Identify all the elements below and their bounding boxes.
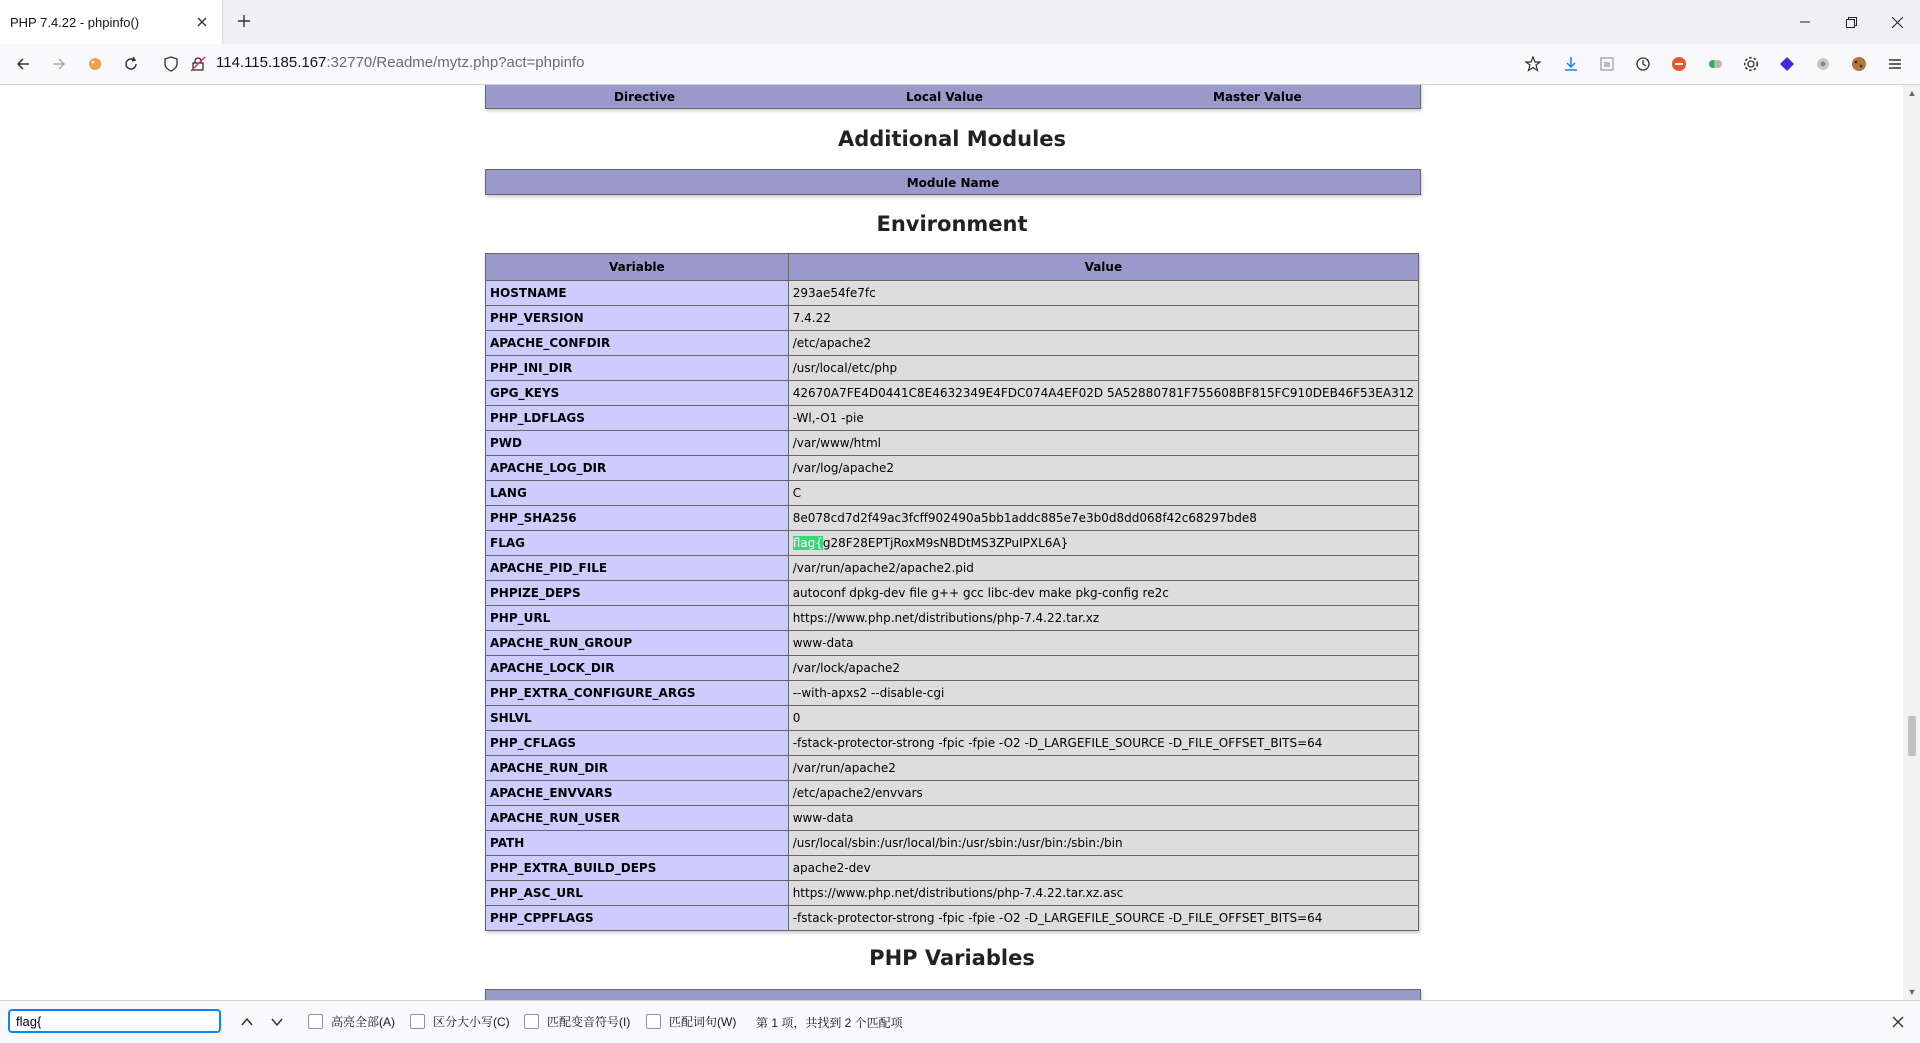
find-bar-close-icon[interactable] <box>1886 1010 1910 1034</box>
bookmark-star-icon[interactable] <box>1523 54 1543 74</box>
table-row <box>486 806 1419 831</box>
insecure-lock-icon[interactable] <box>186 52 210 76</box>
find-bar <box>0 1000 1920 1043</box>
table-row <box>486 906 1419 931</box>
env-var-value: 8e078cd7d2f49ac3fcff902490a5bb1addc885e7e3b0d8dd068f42c68297bde8 <box>788 506 1418 531</box>
flag-value-rest: g28F28EPTjRoxM9sNBDtMS3ZPuIPXL6A} <box>822 536 1069 550</box>
table-row <box>486 581 1419 606</box>
checkbox-box[interactable] <box>410 1014 425 1029</box>
table-row <box>486 631 1419 656</box>
env-var-name: PHP_ASC_URL <box>486 881 789 906</box>
env-var-value: 293ae54fe7fc <box>788 281 1418 306</box>
env-var-name: PHPIZE_DEPS <box>486 581 789 606</box>
env-var-name: APACHE_LOG_DIR <box>486 456 789 481</box>
directive-header-row <box>485 85 1421 109</box>
env-var-value: -fstack-protector-strong -fpic -fpie -O2 -D_LARGEFILE_SOURCE -D_FILE_OFFSET_BITS=64 <box>788 731 1418 756</box>
table-row <box>486 481 1419 506</box>
scroll-down-arrow-icon[interactable]: ▼ <box>1907 987 1917 997</box>
navigation-toolbar <box>0 44 1920 85</box>
env-var-value: /var/run/apache2 <box>788 756 1418 781</box>
table-row <box>486 356 1419 381</box>
url-bar[interactable] <box>216 54 584 71</box>
find-input[interactable] <box>8 1009 221 1033</box>
find-previous-chevron-up-icon[interactable] <box>236 1011 258 1033</box>
env-var-value: apache2-dev <box>788 856 1418 881</box>
env-var-value: autoconf dpkg-dev file g++ gcc libc-dev make pkg-config re2c <box>788 581 1418 606</box>
env-var-name: PHP_CFLAGS <box>486 731 789 756</box>
menu-icon[interactable] <box>1885 54 1905 74</box>
env-var-name: PATH <box>486 831 789 856</box>
env-var-value: C <box>788 481 1418 506</box>
window-close-icon[interactable] <box>1874 0 1920 44</box>
env-var-value: /var/www/html <box>788 431 1418 456</box>
header-value: Value <box>788 254 1418 281</box>
checkbox-box[interactable] <box>524 1014 539 1029</box>
module-name-header-row <box>485 169 1421 195</box>
table-row <box>486 331 1419 356</box>
environment-table <box>485 253 1419 931</box>
table-row <box>486 406 1419 431</box>
highlight-all-label: 高亮全部(A) <box>331 1015 395 1029</box>
env-var-value: /usr/local/sbin:/usr/local/bin:/usr/sbin:/usr/bin:/sbin:/bin <box>788 831 1418 856</box>
whole-words-checkbox[interactable] <box>646 1013 736 1030</box>
find-match-highlight: flag{ <box>792 536 823 550</box>
env-var-name: PHP_CPPFLAGS <box>486 906 789 931</box>
env-var-name: LANG <box>486 481 789 506</box>
env-var-name: PHP_URL <box>486 606 789 631</box>
minimize-icon[interactable] <box>1782 0 1828 44</box>
env-var-value: -fstack-protector-strong -fpic -fpie -O2 -D_LARGEFILE_SOURCE -D_FILE_OFFSET_BITS=64 <box>788 906 1418 931</box>
reader-view-icon[interactable] <box>1597 54 1617 74</box>
env-var-name: APACHE_LOCK_DIR <box>486 656 789 681</box>
env-var-value: /var/lock/apache2 <box>788 656 1418 681</box>
env-var-name: APACHE_CONFDIR <box>486 331 789 356</box>
header-local-value: Local Value <box>906 90 983 104</box>
find-status-text: 第 1 项，共找到 2 个匹配项 <box>756 1016 903 1030</box>
find-next-chevron-down-icon[interactable] <box>266 1011 288 1033</box>
page-content <box>0 85 1903 1000</box>
php-variables-heading: PHP Variables <box>869 946 1035 970</box>
table-row <box>486 556 1419 581</box>
table-row <box>486 706 1419 731</box>
extension-purple-icon[interactable] <box>1777 54 1797 74</box>
url-host: 114.115.185.167 <box>216 54 327 71</box>
table-row <box>486 856 1419 881</box>
tab-title: PHP 7.4.22 - phpinfo() <box>10 14 140 30</box>
highlight-all-checkbox[interactable] <box>308 1013 395 1030</box>
env-var-name: PHP_VERSION <box>486 306 789 331</box>
env-var-value: -Wl,-O1 -pie <box>788 406 1418 431</box>
env-var-name: PHP_INI_DIR <box>486 356 789 381</box>
header-variable: Variable <box>486 254 789 281</box>
env-var-value: www-data <box>788 806 1418 831</box>
scrollbar-thumb[interactable] <box>1908 716 1916 756</box>
table-row <box>486 606 1419 631</box>
env-var-name: APACHE_ENVVARS <box>486 781 789 806</box>
header-module-name: Module Name <box>906 176 1000 190</box>
extension-green-icon[interactable] <box>1705 54 1725 74</box>
env-var-name: PHP_SHA256 <box>486 506 789 531</box>
extension-cookie-icon[interactable] <box>83 52 107 76</box>
env-var-value: https://www.php.net/distributions/php-7.4.22.tar.xz <box>788 606 1418 631</box>
env-var-value: https://www.php.net/distributions/php-7.4.22.tar.xz.asc <box>788 881 1418 906</box>
env-var-value <box>788 531 1418 556</box>
env-var-value: /etc/apache2/envvars <box>788 781 1418 806</box>
table-row <box>486 281 1419 306</box>
env-var-value: /etc/apache2 <box>788 331 1418 356</box>
tab-strip <box>0 0 1920 44</box>
env-var-name: PHP_EXTRA_CONFIGURE_ARGS <box>486 681 789 706</box>
env-var-name: APACHE_RUN_DIR <box>486 756 789 781</box>
reload-icon[interactable] <box>119 52 143 76</box>
env-var-value: 7.4.22 <box>788 306 1418 331</box>
whole-words-label: 匹配词句(W) <box>669 1015 737 1029</box>
environment-heading: Environment <box>876 212 1028 236</box>
page-scrollbar[interactable] <box>1903 85 1920 1000</box>
env-var-value: --with-apxs2 --disable-cgi <box>788 681 1418 706</box>
table-row <box>486 431 1419 456</box>
table-row <box>486 681 1419 706</box>
env-var-value: /var/log/apache2 <box>788 456 1418 481</box>
table-row <box>486 781 1419 806</box>
env-var-name: GPG_KEYS <box>486 381 789 406</box>
table-row <box>486 731 1419 756</box>
extension-gray-icon[interactable] <box>1813 54 1833 74</box>
env-var-value: 0 <box>788 706 1418 731</box>
gear-icon[interactable] <box>1741 54 1761 74</box>
env-var-name: PHP_LDFLAGS <box>486 406 789 431</box>
checkbox-box[interactable] <box>646 1014 661 1029</box>
download-icon[interactable] <box>1561 54 1581 74</box>
env-var-value: /usr/local/etc/php <box>788 356 1418 381</box>
new-tab-plus-icon[interactable] <box>232 10 256 34</box>
url-path: :32770/Readme/mytz.php?act=phpinfo <box>326 54 585 71</box>
history-icon[interactable] <box>1633 54 1653 74</box>
tab-close-icon[interactable] <box>190 10 214 34</box>
php-variables-header-row <box>485 989 1421 1000</box>
forward-arrow-icon[interactable] <box>47 52 71 76</box>
additional-modules-heading: Additional Modules <box>837 127 1067 151</box>
match-case-checkbox[interactable] <box>410 1013 510 1030</box>
table-row <box>486 381 1419 406</box>
table-row <box>486 656 1419 681</box>
table-row <box>486 456 1419 481</box>
match-case-label: 区分大小写(C) <box>433 1015 510 1029</box>
env-var-name: SHLVL <box>486 706 789 731</box>
match-diacritics-label: 匹配变音符号(I) <box>547 1015 631 1029</box>
header-directive: Directive <box>614 90 676 104</box>
cookie-editor-icon[interactable] <box>1849 54 1869 74</box>
header-master-value: Master Value <box>1213 90 1302 104</box>
env-var-value: 42670A7FE4D0441C8E4632349E4FDC074A4EF02D 5A52880781F755608BF815FC910DEB46F53EA312 <box>788 381 1418 406</box>
env-var-name: PHP_EXTRA_BUILD_DEPS <box>486 856 789 881</box>
table-row <box>486 756 1419 781</box>
table-row-flag <box>486 531 1419 556</box>
env-var-name: FLAG <box>486 531 789 556</box>
table-row <box>486 306 1419 331</box>
checkbox-box[interactable] <box>308 1014 323 1029</box>
shield-icon[interactable] <box>159 52 183 76</box>
environment-header-row <box>486 254 1419 281</box>
env-var-name: HOSTNAME <box>486 281 789 306</box>
table-row <box>486 881 1419 906</box>
scroll-up-arrow-icon[interactable]: ▲ <box>1907 88 1917 98</box>
table-row <box>486 506 1419 531</box>
table-row <box>486 831 1419 856</box>
env-var-name: APACHE_RUN_USER <box>486 806 789 831</box>
env-var-value: www-data <box>788 631 1418 656</box>
browser-tab-active[interactable] <box>0 0 222 44</box>
match-diacritics-checkbox[interactable] <box>524 1013 630 1030</box>
env-var-name: PWD <box>486 431 789 456</box>
env-var-name: APACHE_RUN_GROUP <box>486 631 789 656</box>
restore-icon[interactable] <box>1828 0 1874 44</box>
extension-red-icon[interactable] <box>1669 54 1689 74</box>
back-arrow-icon[interactable] <box>11 52 35 76</box>
env-var-value: /var/run/apache2/apache2.pid <box>788 556 1418 581</box>
env-var-name: APACHE_PID_FILE <box>486 556 789 581</box>
